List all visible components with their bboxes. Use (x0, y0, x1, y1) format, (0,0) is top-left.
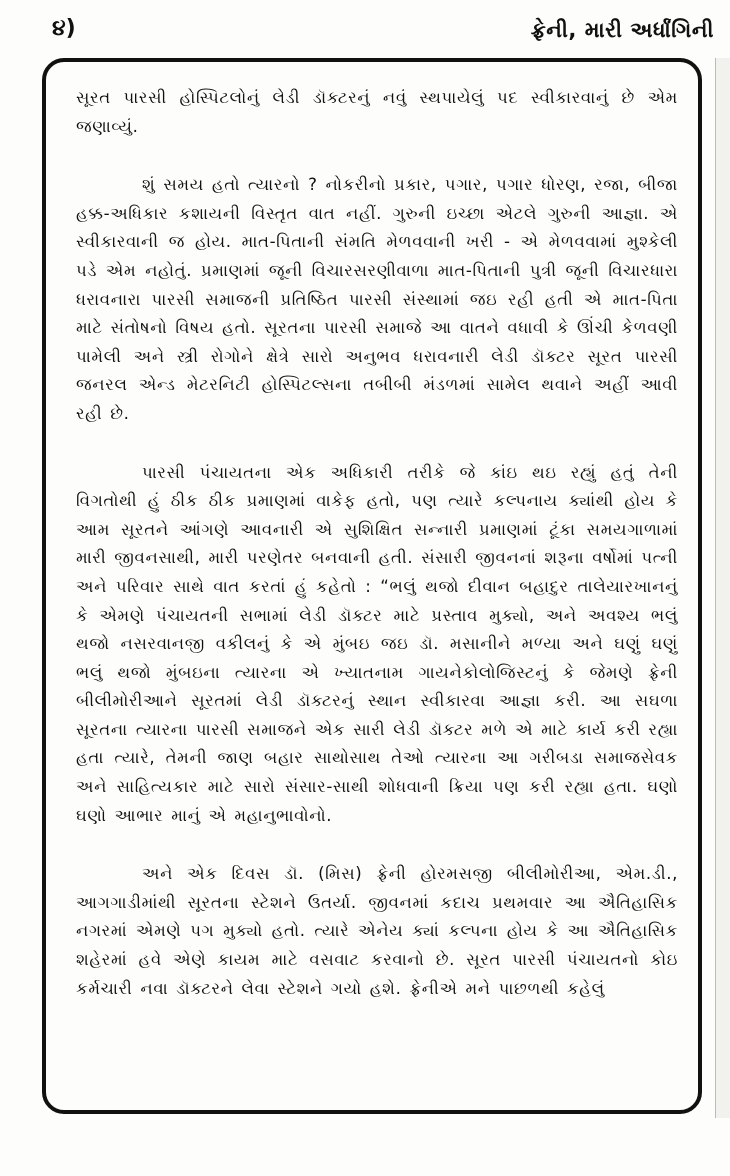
running-title: ફ્રેની, મારી અર્ધાંગિની (530, 18, 714, 42)
paragraph-3: પારસી પંચાયતના એક અધિકારી તરીકે જે કાંઇ થઇ રહ્યું હતું તેની વિગતોથી હું ઠીક ઠીક પ્રમાણમાં વાકેફ હતો, પણ ત્યારે કલ્પનાય ક્યાંથી હોય કે આમ સૂરતને આંગણે આવનારી એ સુશિક્ષિત સન્નારી પ્રમાણમાં ટૂંકા સમયગાળામાં મારી જીવનસાથી, મારી પરણેતર બનવાની હતી. સંસારી જીવનનાં શરૂના વર્ષોમાં પત્ની અને પરિવાર સાથે વાત કરતાં હું કહેતો : “ભલું થજો દીવાન બહાદુર તાલેયારખાનનું કે એમણે પંચાયતની સભામાં લેડી ડૉક્ટર માટે પ્રસ્તાવ મુક્યો, અને અવશ્ય ભલું થજો નસરવાનજી વકીલનું કે એ મુંબઇ જઇ ડૉ. મસાનીને મળ્યા અને ઘણું ઘણું ભલું થજો મુંબઇના ત્યારના એ ખ્યાતનામ ગાયનેકોલોજિસ્ટનું કે જેમણે ફ્રેની બીલીમોરીઆને સૂરતમાં લેડી ડૉક્ટરનું સ્થાન સ્વીકારવા આજ્ઞા કરી. આ સઘળા સૂરતના ત્યારના પારસી સમાજને એક સારી લેડી ડૉક્ટર મળે એ માટે કાર્ય કરી રહ્યા હતા ત્યારે, તેમની જાણ બહાર સાથોસાથ તેઓ ત્યારના આ ગરીબડા સમાજસેવક અને સાહિત્યકાર માટે સારો સંસાર-સાથી શોધવાની ક્રિયા પણ કરી રહ્યા હતા. ઘણો ઘણો આભાર માનું એ મહાનુભાવોનો. (76, 462, 678, 825)
text-frame (42, 58, 702, 1114)
page-number: ૪) (52, 16, 76, 41)
body-text (76, 84, 678, 1033)
paragraph-1: સૂરત પારસી હોસ્પિટલોનું લેડી ડૉક્ટરનું નવું સ્થપાયેલું પદ સ્વીકારવાનું છે એમ જણાવ્યું. (76, 88, 678, 136)
paragraph-2: શું સમય હતો ત્યારનો ? નોકરીનો પ્રકાર, પગાર, પગાર ધોરણ, રજા, બીજા હક્ક-અધિકાર કશાયની વિસ્તૃત વાત નહીં. ગુરુની ઇચ્છા એટલે ગુરુની આજ્ઞા. એ સ્વીકારવાની જ હોય. માત-પિતાની સંમતિ મેળવવાની ખરી - એ મેળવવામાં મુશ્કેલી પડે એમ નહોતું. પ્રમાણમાં જૂની વિચારસરણીવાળા માત-પિતાની પુત્રી જૂની વિચારધારા ધરાવનારા પારસી સમાજની પ્રતિષ્ઠિત પારસી સંસ્થામાં જઇ રહી હતી એ માત-પિતા માટે સંતોષનો વિષય હતો. સૂરતના પારસી સમાજે આ વાતને વધાવી કે ઊંચી કેળવણી પામેલી અને સ્ત્રી રોગોને ક્ષેત્રે સારો અનુભવ ધરાવનારી લેડી ડૉક્ટર સૂરત પારસી જનરલ એન્ડ મેટરનિટી હોસ્પિટલ્સના તબીબી મંડળમાં સામેલ થવાને અહીં આવી રહી છે. (76, 175, 678, 423)
page-header (40, 10, 720, 46)
page-edge (715, 58, 730, 1118)
paragraph-4: અને એક દિવસ ડૉ. (મિસ) ફ્રેની હોરમસજી બીલીમોરીઆ, એમ.ડી., આગગાડીમાંથી સૂરતના સ્ટેશને ઉતર્યા. જીવનમાં કદાચ પ્રથમવાર આ ઐતિહાસિક નગરમાં એમણે પગ મુક્યો હતો. ત્યારે એનેય ક્યાં કલ્પના હોય કે આ ઐતિહાસિક શહેરમાં હવે એણે કાયમ માટે વસવાટ કરવાનો છે. સૂરત પારસી પંચાયતનો કોઇ કર્મચારી નવા ડૉક્ટરને લેવા સ્ટેશને ગયો હશે. ફ્રેનીએ મને પાછળથી કહેલું (76, 864, 678, 998)
